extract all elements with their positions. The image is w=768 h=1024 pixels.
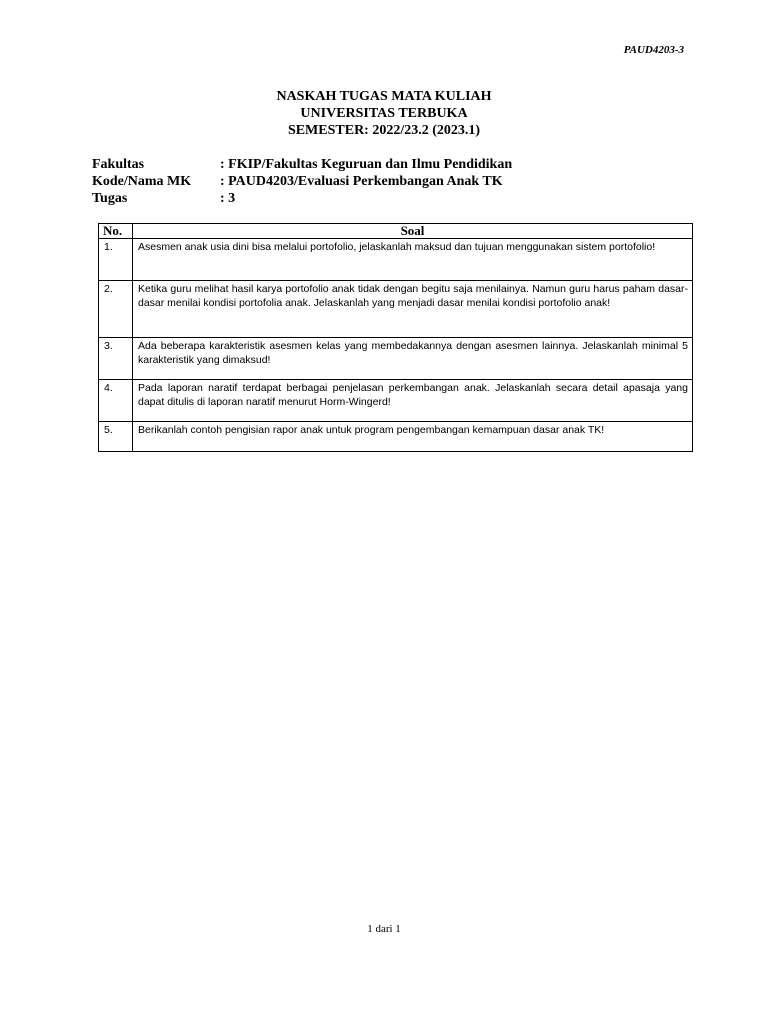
title-line-2: UNIVERSITAS TERBUKA [300, 106, 468, 121]
question-number: 1. [99, 239, 133, 281]
page-number: 1 dari 1 [367, 923, 401, 935]
table-row [99, 281, 693, 338]
question-text: Asesmen anak usia dini bisa melalui portofolio, jelaskanlah maksud dan tujuan menggunakan sistem portofolio! [133, 239, 693, 281]
question-text: Berikanlah contoh pengisian rapor anak untuk program pengembangan kemampuan dasar anak TK! [133, 422, 693, 452]
fakultas-value: : FKIP/Fakultas Keguruan dan Ilmu Pendidikan [220, 157, 513, 172]
document-title [0, 88, 768, 139]
kode-label: Kode/Nama MK [92, 174, 192, 189]
tugas-row [92, 190, 512, 207]
question-number: 5. [99, 422, 133, 452]
table-row [99, 338, 693, 380]
fakultas-label: Fakultas [92, 157, 145, 172]
title-line-1: NASKAH TUGAS MATA KULIAH [276, 89, 492, 104]
tugas-label: Tugas [92, 191, 128, 206]
tugas-value: : 3 [220, 191, 236, 206]
question-text: Pada laporan naratif terdapat berbagai penjelasan perkembangan anak. Jelaskanlah secara detail apasaja yang dapat ditulis di laporan naratif menurut Horm-Wingerd! [133, 380, 693, 422]
question-number: 4. [99, 380, 133, 422]
page-code: PAUD4203-3 [623, 44, 684, 56]
questions-table [98, 223, 693, 452]
table-header-row [99, 224, 693, 239]
kode-row [92, 173, 512, 190]
table-row [99, 239, 693, 281]
question-text: Ada beberapa karakteristik asesmen kelas yang membedakannya dengan asesmen lainnya. Jelaskanlah minimal 5 karakteristik yang dimaksud! [133, 338, 693, 380]
question-number: 3. [99, 338, 133, 380]
fakultas-row [92, 156, 512, 173]
course-info [92, 156, 512, 207]
header-soal: Soal [133, 224, 693, 239]
table-row [99, 380, 693, 422]
header-no: No. [99, 224, 133, 239]
question-text: Ketika guru melihat hasil karya portofolio anak tidak dengan begitu saja menilainya. Namun guru harus paham dasar-dasar menilai kondisi portofolia anak. Jelaskanlah yang menjadi dasar menilai kondisi portofolio anak! [133, 281, 693, 338]
title-line-3: SEMESTER: 2022/23.2 (2023.1) [287, 123, 481, 138]
table-row [99, 422, 693, 452]
kode-value: : PAUD4203/Evaluasi Perkembangan Anak TK [220, 174, 503, 189]
question-number: 2. [99, 281, 133, 338]
